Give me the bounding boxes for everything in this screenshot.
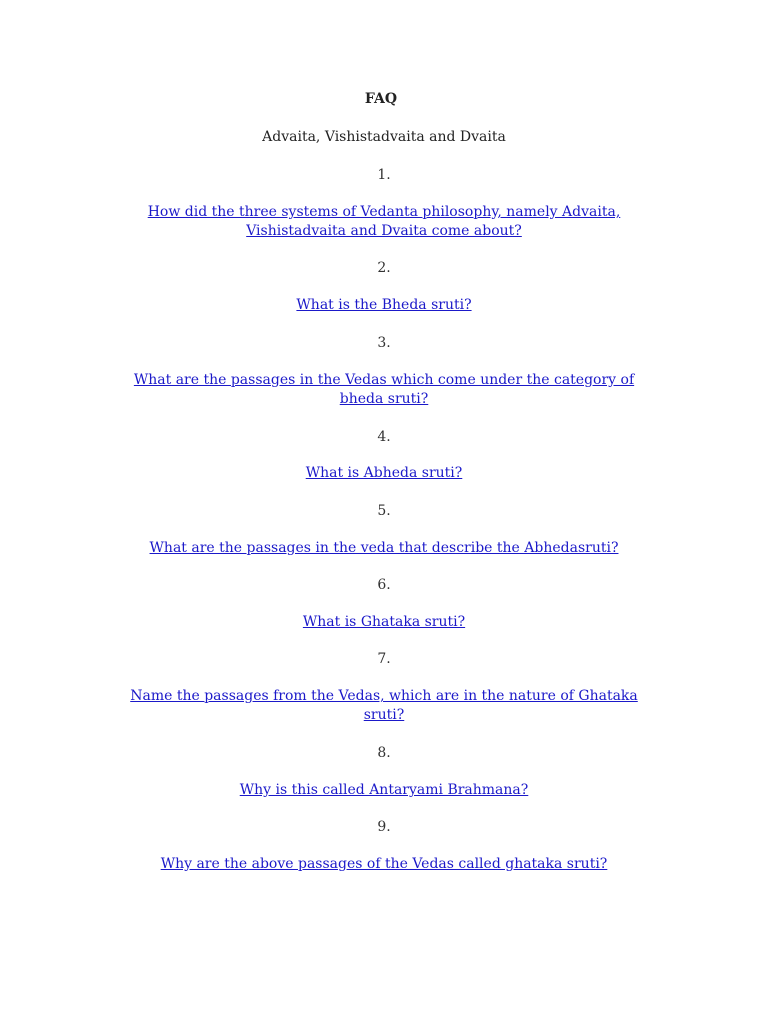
list-item-8 bbox=[0, 781, 768, 800]
item-number-6: 6. bbox=[377, 577, 391, 593]
list-item-7 bbox=[0, 687, 768, 725]
item-number-3: 3. bbox=[377, 335, 391, 351]
page-title: FAQ bbox=[364, 91, 398, 107]
question-link-1-line-2[interactable]: Vishistadvaita and Dvaita come about? bbox=[246, 223, 522, 239]
question-link-5[interactable]: What are the passages in the veda that describe the Abhedasruti? bbox=[149, 540, 619, 556]
question-link-8[interactable]: Why is this called Antaryami Brahmana? bbox=[239, 782, 529, 798]
item-number-2: 2. bbox=[377, 260, 391, 276]
list-item-2 bbox=[0, 296, 768, 315]
question-link-9[interactable]: Why are the above passages of the Vedas called ghataka sruti? bbox=[160, 856, 608, 872]
page-subtitle: Advaita, Vishistadvaita and Dvaita bbox=[262, 129, 506, 145]
list-item-1 bbox=[0, 203, 768, 241]
question-link-7-line-2[interactable]: sruti? bbox=[363, 707, 405, 723]
question-link-7-line-1[interactable]: Name the passages from the Vedas, which are in the nature of Ghataka bbox=[130, 688, 638, 704]
list-item-9 bbox=[0, 855, 768, 874]
list-item-4 bbox=[0, 464, 768, 483]
item-number-9: 9. bbox=[377, 819, 391, 835]
question-link-1-line-1[interactable]: How did the three systems of Vedanta philosophy, namely Advaita, bbox=[147, 204, 621, 220]
question-link-3-line-2[interactable]: bheda sruti? bbox=[339, 391, 429, 407]
question-link-4[interactable]: What is Abheda sruti? bbox=[305, 465, 463, 481]
item-number-5: 5. bbox=[377, 503, 391, 519]
question-link-2[interactable]: What is the Bheda sruti? bbox=[296, 297, 472, 313]
item-number-7: 7. bbox=[377, 651, 391, 667]
list-item-3 bbox=[0, 371, 768, 409]
item-number-8: 8. bbox=[377, 745, 391, 761]
list-item-6 bbox=[0, 613, 768, 632]
item-number-4: 4. bbox=[377, 429, 391, 445]
list-item-5 bbox=[0, 539, 768, 558]
question-link-6[interactable]: What is Ghataka sruti? bbox=[302, 614, 466, 630]
question-link-3-line-1[interactable]: What are the passages in the Vedas which come under the category of bbox=[133, 372, 635, 388]
item-number-1: 1. bbox=[377, 167, 391, 183]
